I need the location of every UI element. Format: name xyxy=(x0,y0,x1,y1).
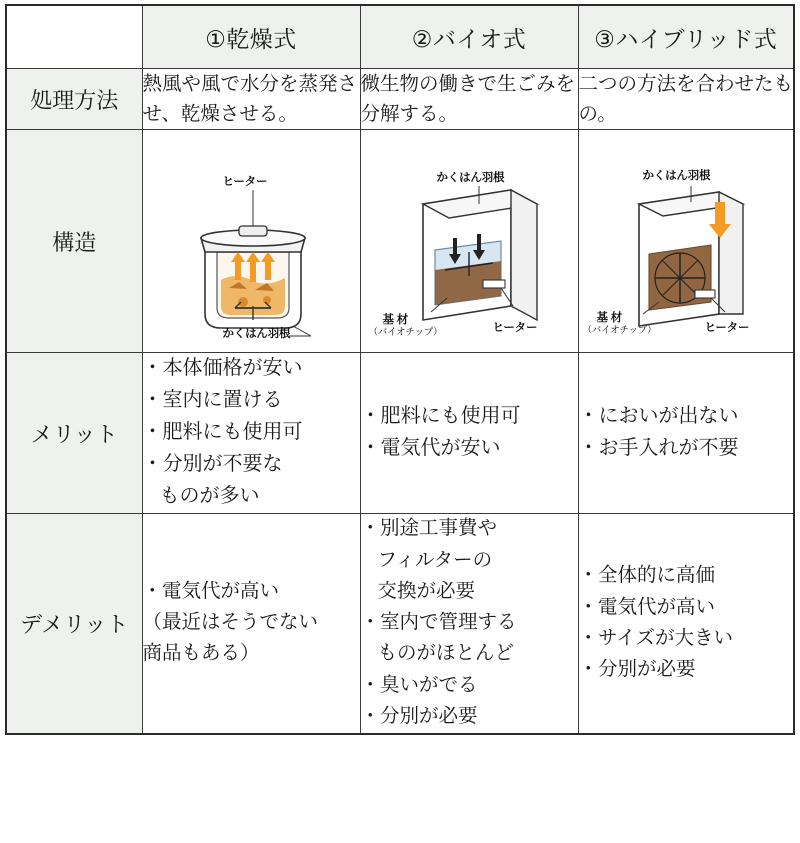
table-header-row xyxy=(6,5,794,69)
list-item: ・肥料にも使用可 xyxy=(360,405,521,428)
cell-merit-hybrid xyxy=(578,353,794,514)
bullet-list xyxy=(361,401,578,463)
list-item: 商品もある） xyxy=(142,642,260,665)
list-item: （最近はそうでない xyxy=(142,611,319,634)
label-base-material: 基 材 xyxy=(596,312,623,325)
list-item: ・肥料にも使用可 xyxy=(142,421,303,444)
bullet-list xyxy=(143,353,360,511)
list-item: ・サイズが大きい xyxy=(578,626,733,649)
list-item: ・電気代が高い xyxy=(578,595,716,618)
list-item-continuation: ものが多い xyxy=(159,485,260,508)
cell-structure-dry xyxy=(142,130,360,353)
list-item: ・本体価格が安い xyxy=(142,357,303,380)
table-row-method xyxy=(6,69,794,130)
cell-demerit-hybrid xyxy=(578,514,794,734)
dry-unit-diagram xyxy=(143,130,361,352)
bullet-list xyxy=(579,401,794,463)
label-base-material-sub: （バイオチップ） xyxy=(368,327,443,339)
list-item: ・分別が不要な xyxy=(142,453,283,476)
row-header-structure: 構造 xyxy=(6,130,142,353)
list-item: ・電気代が高い xyxy=(142,579,280,602)
list-item-continuation: 交換が必要 xyxy=(377,579,476,602)
table-row-demerit xyxy=(6,514,794,734)
cell-demerit-dry xyxy=(142,514,360,734)
cell-merit-dry xyxy=(142,353,360,514)
list-item: ・室内で管理する xyxy=(360,611,517,634)
cell-structure-hybrid xyxy=(578,130,794,353)
list-item: ・お手入れが不要 xyxy=(578,437,739,460)
cell-method-dry xyxy=(142,69,360,130)
bullet-list xyxy=(361,514,578,731)
table-corner-cell xyxy=(6,5,142,69)
comparison-table xyxy=(5,4,795,735)
illustration-bio-unit xyxy=(361,130,578,352)
illustration-dry-unit xyxy=(143,130,360,352)
list-item: ・電気代が安い xyxy=(360,437,501,460)
list-item-continuation: フィルターの xyxy=(377,548,493,571)
list-item: ・臭いがでる xyxy=(360,673,478,696)
cell-method-hybrid xyxy=(578,69,794,130)
list-item: ・別途工事費や xyxy=(360,517,498,540)
list-item: ・室内に置ける xyxy=(142,389,283,412)
cell-structure-bio xyxy=(360,130,578,353)
label-heater: ヒーター xyxy=(492,322,538,335)
list-item: ・全体的に高価 xyxy=(578,564,716,587)
cell-method-bio xyxy=(360,69,578,130)
list-item: ・においが出ない xyxy=(578,405,739,428)
table-row-merit xyxy=(6,353,794,514)
row-header-method: 処理方法 xyxy=(6,69,142,130)
label-heater: ヒーター xyxy=(222,176,268,189)
column-header-hybrid: ③ハイブリッド式 xyxy=(578,5,794,69)
cell-demerit-bio xyxy=(360,514,578,734)
cell-text: 二つの方法を合わせたもの。 xyxy=(578,73,794,126)
table-row-structure xyxy=(6,130,794,353)
label-base-material: 基 材 xyxy=(382,314,409,327)
bullet-list xyxy=(579,561,794,684)
cell-text: 微生物の働きで生ごみを分解する。 xyxy=(360,73,576,126)
column-header-bio: ②バイオ式 xyxy=(360,5,578,69)
illustration-hybrid-unit xyxy=(579,130,794,352)
label-base-material-sub: （バイオチップ） xyxy=(582,325,657,337)
label-stirring-blade: かくはん羽根 xyxy=(436,172,505,185)
row-header-demerit: デメリット xyxy=(6,514,142,734)
list-item-continuation: ものがほとんど xyxy=(377,642,515,665)
label-stirring-blade: かくはん羽根 xyxy=(642,170,711,183)
bullet-list xyxy=(143,577,360,669)
comparison-sheet xyxy=(0,4,800,843)
row-header-merit: メリット xyxy=(6,353,142,514)
label-heater: ヒーター xyxy=(704,322,750,335)
label-stirring-blade: かくはん羽根 xyxy=(222,328,291,341)
list-item: ・分別が必要 xyxy=(360,704,478,727)
cell-merit-bio xyxy=(360,353,578,514)
column-header-dry: ①乾燥式 xyxy=(142,5,360,69)
list-item: ・分別が必要 xyxy=(578,658,696,681)
cell-text: 熱風や風で水分を蒸発させ、乾燥させる。 xyxy=(142,73,358,126)
